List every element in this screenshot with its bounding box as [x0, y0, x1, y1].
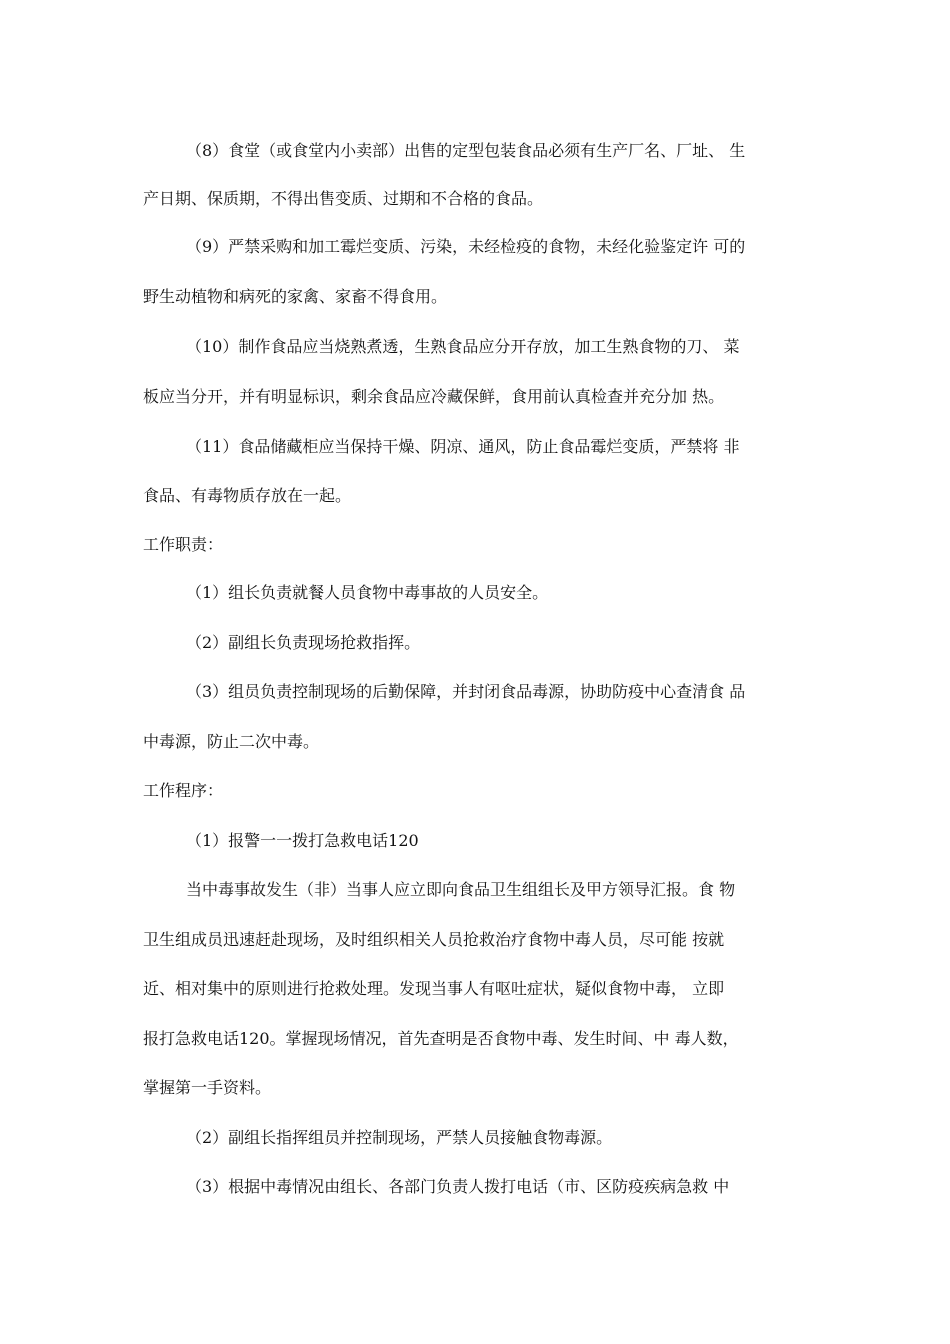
text-line: 板应当分开，并有明显标识，剩余食品应冷藏保鲜，食用前认真检查并充分加 热。 — [143, 387, 725, 406]
text-line: （3）组员负责控制现场的后勤保障，并封闭食品毒源，协助防疫中心查清食 品 — [186, 682, 746, 701]
text-line: 近、相对集中的原则进行抢救处理。发现当事人有呕吐症状，疑似食物中毒， 立即 — [143, 979, 725, 998]
text-line: 食品、有毒物质存放在一起。 — [143, 486, 352, 505]
section-heading: 工作职责： — [143, 535, 224, 554]
section-heading: 工作程序： — [143, 781, 224, 800]
text-line: （9）严禁采购和加工霉烂变质、污染，未经检疫的食物，未经化验鉴定许 可的 — [186, 237, 746, 256]
text-line: （8）食堂（或食堂内小卖部）出售的定型包装食品必须有生产厂名、厂址、 生 — [186, 141, 746, 160]
text-line: （2）副组长负责现场抢救指挥。 — [186, 633, 421, 652]
text-line: 中毒源，防止二次中毒。 — [143, 732, 320, 751]
text-line: （10）制作食品应当烧熟煮透，生熟食品应分开存放，加工生熟食物的刀、 菜 — [186, 337, 740, 356]
text-line: 报打急救电话120。掌握现场情况，首先查明是否食物中毒、发生时间、中 毒人数， — [143, 1029, 739, 1048]
text-line: 当中毒事故发生（非）当事人应立即向食品卫生组组长及甲方领导汇报。食 物 — [186, 880, 736, 899]
text-line: 野生动植物和病死的家禽、家畜不得食用。 — [143, 287, 448, 306]
text-line: （11）食品储藏柜应当保持干燥、阴凉、通风，防止食品霉烂变质，严禁将 非 — [186, 437, 740, 456]
text-line: （1）报警一一拨打急救电话120 — [186, 831, 419, 850]
text-line: 产日期、保质期，不得出售变质、过期和不合格的食品。 — [143, 189, 544, 208]
text-line: 卫生组成员迅速赶赴现场，及时组织相关人员抢救治疗食物中毒人员，尽可能 按就 — [143, 930, 725, 949]
text-line: （2）副组长指挥组员并控制现场，严禁人员接触食物毒源。 — [186, 1128, 613, 1147]
text-line: 掌握第一手资料。 — [143, 1078, 272, 1097]
text-line: （1）组长负责就餐人员食物中毒事故的人员安全。 — [186, 583, 549, 602]
text-line: （3）根据中毒情况由组长、各部门负责人拨打电话（市、区防疫疾病急救 中 — [186, 1177, 730, 1196]
